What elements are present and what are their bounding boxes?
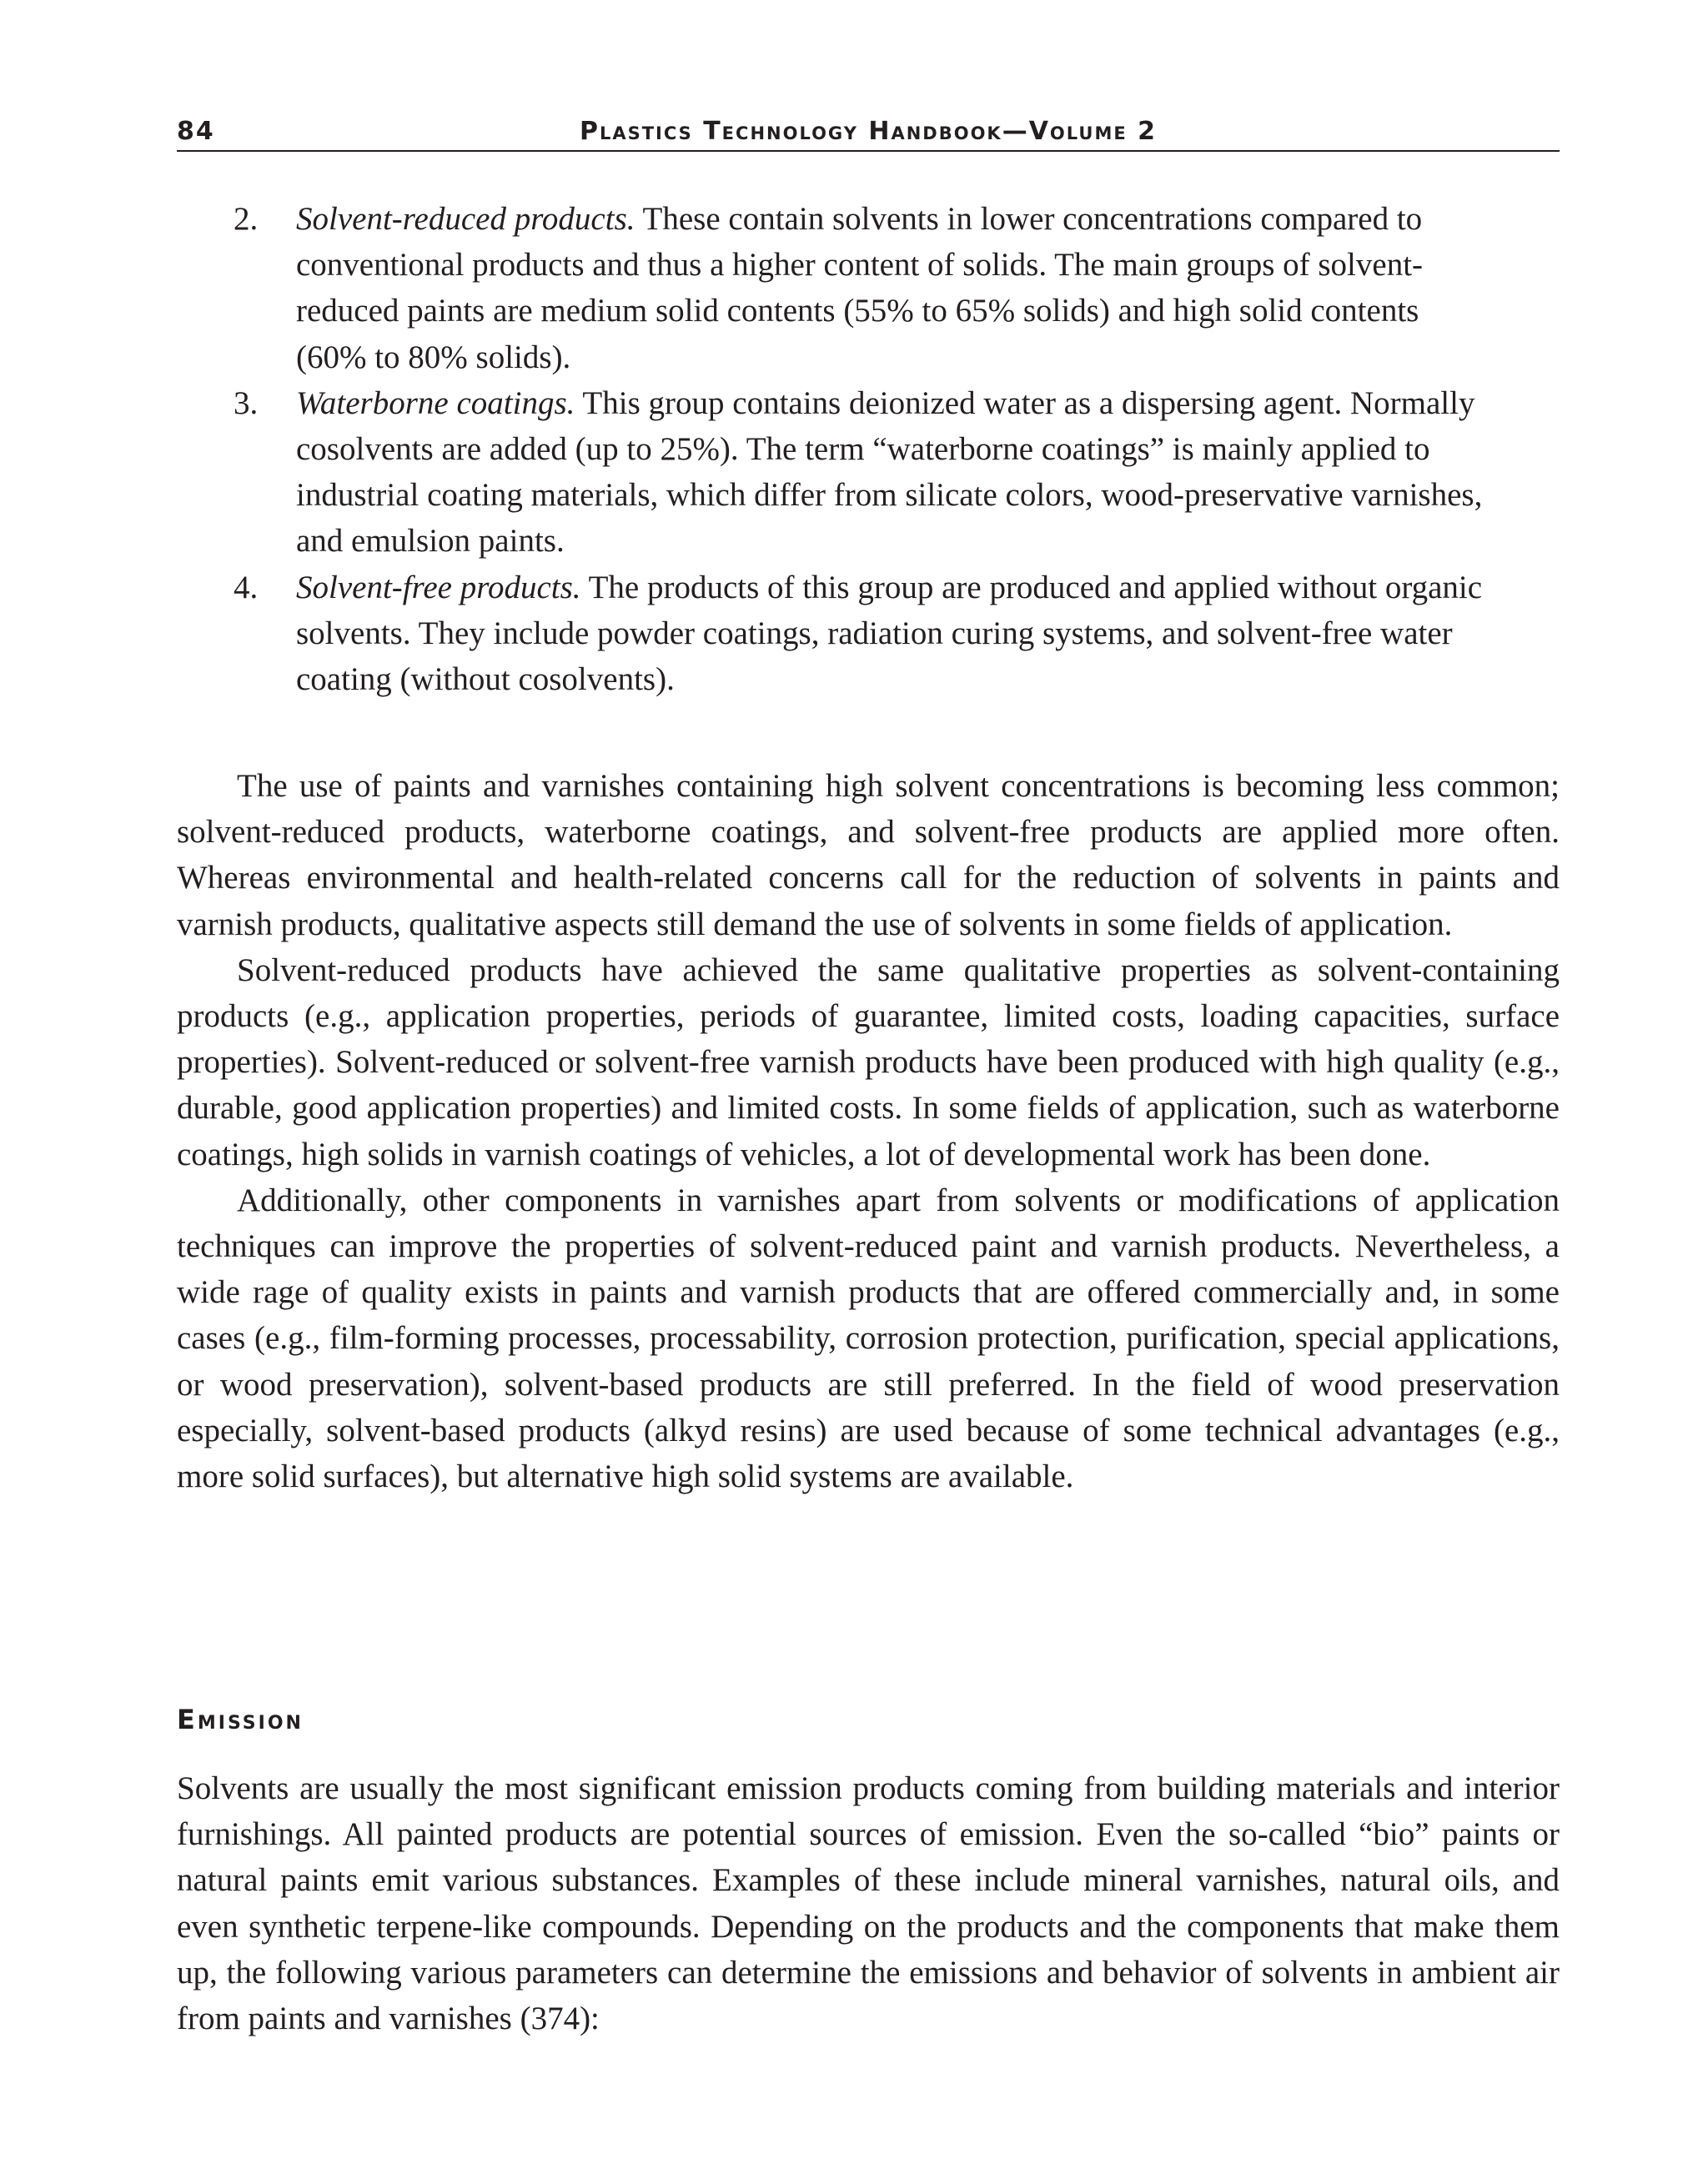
running-head bbox=[177, 117, 1560, 152]
list-item bbox=[177, 380, 1489, 565]
list-item-number: 3. bbox=[234, 384, 259, 421]
list-item bbox=[177, 565, 1489, 703]
section-body bbox=[177, 1765, 1560, 2041]
list-item-number: 2. bbox=[234, 201, 259, 237]
paragraph: Solvents are usually the most significant emission products coming from building materials and interior furnishings. All painted products are potential sources of emission. Even the so-called “bio” paints or natural paints emit various substances. Examples of these include mineral varnishes, natural oils, and even synthetic terpene-like compounds. Depending on the products and the components that make them up, the following various parameters can determine the emissions and behavior of solvents in ambient air from paints and varnishes (374): bbox=[177, 1770, 1560, 2037]
list-item-text: This group contains deionized water as a dispersing agent. Normally cosolvents are added (up to 25%). The term “waterborne coatings” is mainly applied to industrial coating materials, which differ from silicate colors, wood-preservative varnishes, and emulsion paints. bbox=[296, 384, 1483, 560]
paragraph: The use of paints and varnishes containing high solvent concentrations is becoming less common; solvent-reduced products, waterborne coatings, and solvent-free products are applied more often. Whereas environmental and health-related concerns call for the reduction of solvents in paints and varnish products, qualitative aspects still demand the use of solvents in some fields of application. bbox=[177, 768, 1560, 942]
page bbox=[177, 0, 1560, 2179]
book-title: Plastics Technology Handbook—Volume 2 bbox=[579, 117, 1158, 146]
list-item-term: Waterborne coatings. bbox=[296, 384, 575, 421]
page-number: 84 bbox=[177, 117, 215, 146]
body-text bbox=[177, 763, 1560, 1499]
list-item-text: These contain solvents in lower concentrations compared to conventional products and thus a higher content of solids. The main groups of solvent-reduced paints are medium solid contents (55% to 65% solids) and high solid contents (60% to 80% solids). bbox=[296, 201, 1424, 375]
paragraph: Solvent-reduced products have achieved the same qualitative properties as solvent-containing products (e.g., application properties, periods of guarantee, limited costs, loading capacities, surface properties). Solvent-reduced or solvent-free varnish products have been produced with high quality (e.g., durable, good application properties) and limited costs. In some fields of application, such as waterborne coatings, high solids in varnish coatings of vehicles, a lot of developmental work has been done. bbox=[177, 951, 1560, 1172]
list-item-term: Solvent-reduced products. bbox=[296, 201, 635, 237]
list-item-text: The products of this group are produced and applied without organic solvents. They include powder coatings, radiation curing systems, and solvent-free water coating (without cosolvents). bbox=[296, 569, 1483, 698]
paragraph: Additionally, other components in varnishes apart from solvents or modifications of application techniques can improve the properties of solvent-reduced paint and varnish products. Nevertheless, a wide rage of quality exists in paints and varnish products that are offered commercially and, in some cases (e.g., film-forming processes, processability, corrosion protection, purification, special applications, or wood preservation), solvent-based products are still preferred. In the field of wood preservation especially, solvent-based products (alkyd resins) are used because of some technical advantages (e.g., more solid surfaces), but alternative high solid systems are available. bbox=[177, 1182, 1560, 1495]
list-item bbox=[177, 196, 1489, 380]
numbered-list bbox=[177, 196, 1560, 702]
section-heading: Emission bbox=[177, 1704, 304, 1735]
list-item-number: 4. bbox=[234, 569, 259, 605]
list-item-term: Solvent-free products. bbox=[296, 569, 581, 605]
